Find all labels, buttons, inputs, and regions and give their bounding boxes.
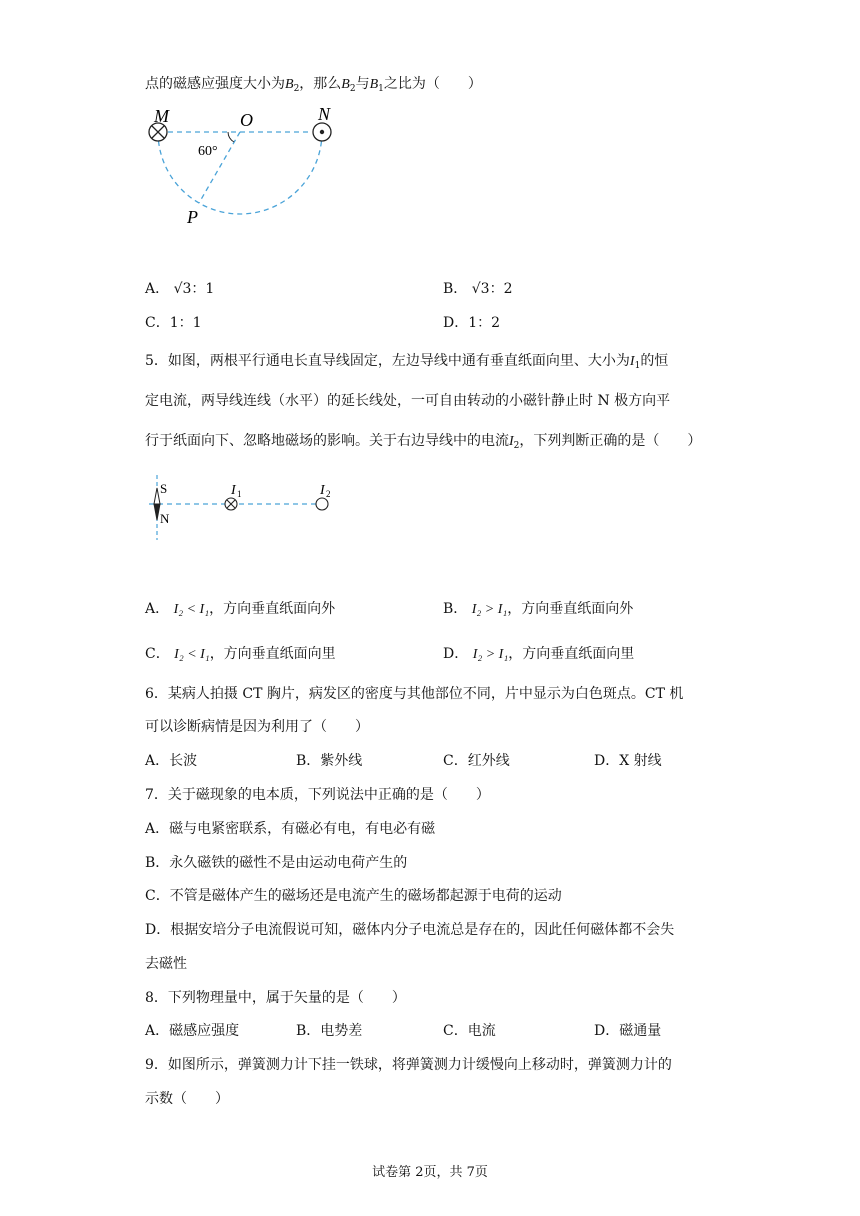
q5-label-i1-sub: 1 (237, 489, 242, 499)
q5-stem-line-3 (145, 430, 701, 451)
q6-option-c[interactable]: C．红外线 (443, 753, 510, 769)
q4-option-a-key: A． (145, 281, 170, 297)
q7-option-a[interactable]: A．磁与电紧密联系，有磁必有电，有电必有磁 (145, 821, 436, 837)
q5-line3-text: 行于纸面向下、忽略地磁场的影响。关于右边导线中的电流 (145, 433, 509, 449)
q4-option-b[interactable] (443, 278, 513, 298)
q4-b1: B (369, 77, 379, 92)
q5-option-d-text: ，方向垂直纸面向里 (508, 646, 635, 662)
q4-b2-b-sub: 2 (349, 84, 356, 94)
q8-stem: 8．下列物理量中，属于矢量的是（ ） (145, 990, 406, 1006)
q5-option-b-key: B． (443, 601, 468, 617)
q5-option-c[interactable] (145, 643, 336, 663)
q4-b2-b: B (341, 77, 350, 92)
q4-option-a[interactable] (145, 278, 214, 298)
q4-option-d[interactable] (443, 312, 500, 332)
q5-current-into-icon (225, 498, 237, 510)
q5-option-a-key: A． (145, 601, 170, 617)
q4-radius-op (199, 132, 240, 203)
q7-stem: 7．关于磁现象的电本质，下列说法中正确的是（ ） (145, 787, 490, 803)
q5-option-d[interactable] (443, 643, 634, 663)
q6-option-b[interactable]: B．紫外线 (296, 753, 363, 769)
q5-label-i1: I (231, 483, 236, 498)
q5-option-c-expr: I₂ < I₁ (174, 647, 210, 662)
q4-stem-prefix: 点的磁感应强度大小为 (145, 76, 285, 92)
q5-i1-sub: 1 (634, 361, 641, 371)
q4-option-c-key: C． (145, 315, 170, 331)
q5-option-d-expr: I₂ > I₁ (472, 647, 509, 662)
q5-label-s: S (160, 481, 168, 496)
q4-stem-suffix: 之比为（ ） (383, 76, 482, 92)
q5-option-d-key: D． (443, 646, 469, 662)
q4-angle-arc (228, 132, 234, 142)
q6-stem-line-1: 6．某病人拍摄 CT 胸片，病发区的密度与其他部位不同，片中显示为白色斑点。CT 机 (145, 686, 684, 702)
q4-stem-yu: 与 (355, 76, 370, 92)
q4-option-c-value: 1：1 (169, 315, 202, 331)
q5-option-c-key: C． (145, 646, 170, 662)
q5-wire2-circle-icon (316, 498, 328, 510)
q4-label-o: O (240, 110, 253, 130)
q6-option-a[interactable]: A．长波 (145, 753, 198, 769)
q8-option-b[interactable]: B．电势差 (296, 1023, 363, 1039)
q7-option-c[interactable]: C．不管是磁体产生的磁场还是电流产生的磁场都起源于电荷的运动 (145, 888, 562, 904)
q7-option-d-line-1[interactable]: D．根据安培分子电流假说可知，磁体内分子电流总是存在的，因此任何磁体都不会失 (145, 922, 675, 938)
q5-option-a-text: ，方向垂直纸面向外 (209, 601, 336, 617)
q8-option-d[interactable]: D．磁通量 (594, 1023, 662, 1039)
q4-option-d-key: D． (443, 315, 469, 331)
q5-line1-text: 5．如图，两根平行通电长直导线固定，左边导线中通有垂直纸面向里、大小为 (145, 353, 630, 369)
q5-i1: I (629, 354, 635, 369)
q7-option-b[interactable]: B．永久磁铁的磁性不是由运动电荷产生的 (145, 855, 408, 871)
q6-option-d[interactable]: D．X 射线 (594, 753, 662, 769)
q5-line1-end: 的恒 (640, 353, 669, 369)
q5-label-n: N (160, 511, 170, 526)
q5-option-c-text: ，方向垂直纸面向里 (209, 646, 336, 662)
q4-b2-sub: 2 (293, 84, 300, 94)
q5-i2-sub: 2 (513, 441, 520, 451)
q5-line3-end: ，下列判断正确的是（ ） (519, 433, 702, 449)
q5-i2: I (509, 434, 514, 449)
q4-option-a-value: √3：1 (173, 281, 215, 297)
q4-label-p: P (187, 207, 198, 227)
q4-label-n: N (318, 104, 331, 124)
q5-label-i2: I (320, 483, 325, 498)
q5-option-b[interactable] (443, 598, 633, 618)
q5-option-b-text: ，方向垂直纸面向外 (507, 601, 634, 617)
q8-option-c[interactable]: C．电流 (443, 1023, 496, 1039)
q9-stem-line-1: 9．如图所示，弹簧测力计下挂一铁球，将弹簧测力计缓慢向上移动时，弹簧测力计的 (145, 1057, 672, 1073)
q4-stem-mid: ，那么 (299, 76, 342, 92)
q4-option-c[interactable] (145, 312, 202, 332)
q4-option-b-value: √3：2 (471, 281, 513, 297)
q4-current-out-icon (313, 123, 331, 141)
q5-option-b-expr: I₂ > I₁ (471, 602, 508, 617)
q9-stem-line-2: 示数（ ） (145, 1091, 229, 1107)
q6-stem-line-2: 可以诊断病情是因为利用了（ ） (145, 719, 369, 735)
q4-angle-label: 60° (198, 144, 218, 159)
q4-semicircle (158, 132, 322, 214)
q4-label-m: M (154, 106, 169, 126)
q5-option-a-expr: I₂ < I₁ (173, 602, 210, 617)
q4-option-b-key: B． (443, 281, 468, 297)
q5-label-i2-sub: 2 (326, 489, 331, 499)
q5-stem-line-2: 定电流，两导线连线（水平）的延长线处，一可自由转动的小磁针静止时 N 极方向平 (145, 393, 671, 409)
q4-b1-sub: 1 (378, 84, 384, 94)
q8-option-a[interactable]: A．磁感应强度 (145, 1023, 240, 1039)
q4-option-d-value: 1：2 (468, 315, 501, 331)
q5-option-a[interactable] (145, 598, 335, 618)
q5-stem-line-1 (145, 350, 668, 371)
q4-figure (140, 100, 350, 230)
q4-b2: B (285, 77, 294, 92)
page-footer: 试卷第 2页，共 7页 (372, 1165, 488, 1180)
q4-stem (145, 73, 482, 94)
q5-figure (145, 470, 345, 545)
q7-option-d-line-2[interactable]: 去磁性 (145, 956, 187, 972)
